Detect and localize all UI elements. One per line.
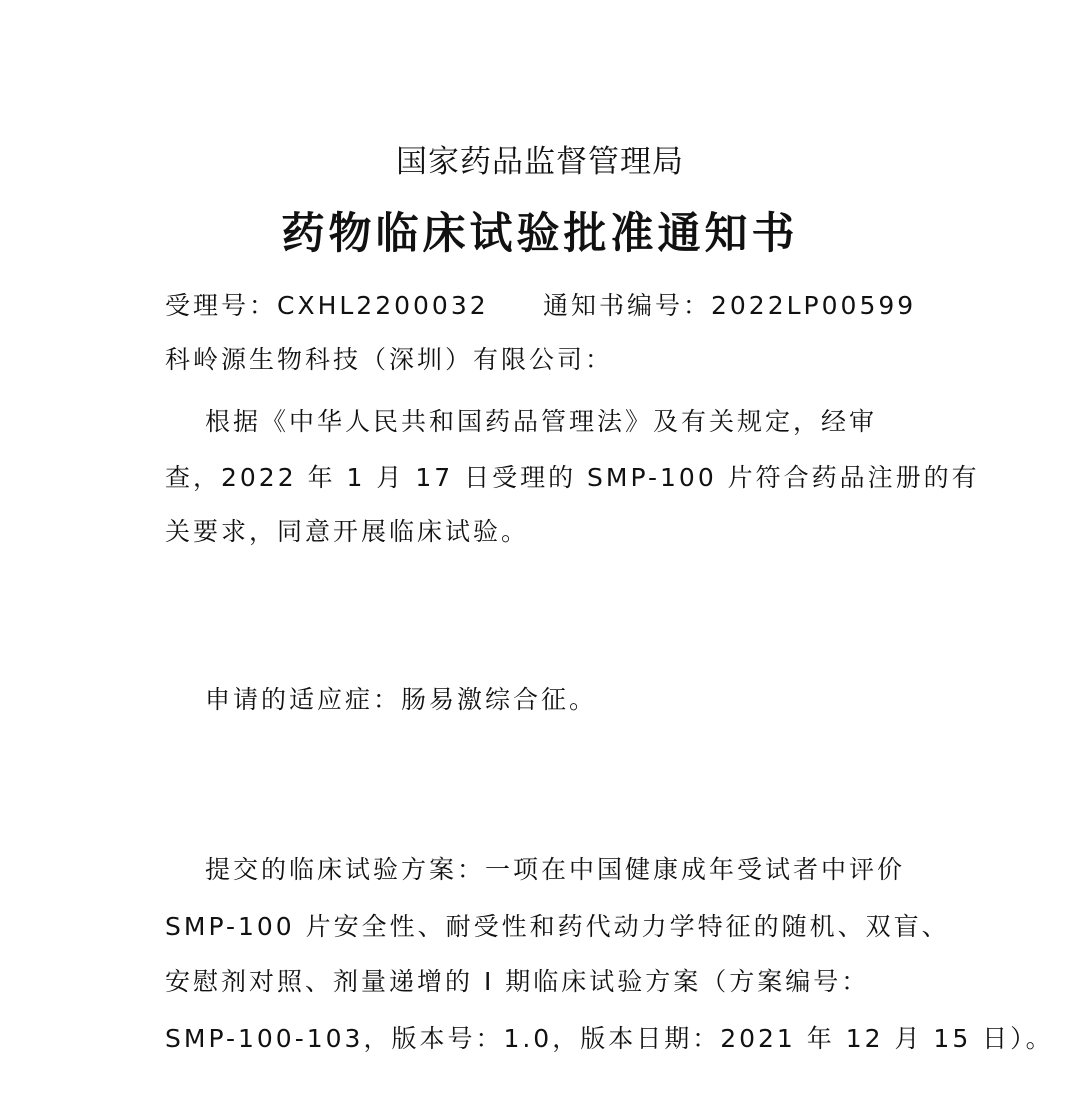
document-title: 药物临床试验批准通知书 xyxy=(281,209,799,259)
protocol-line-1: 提交的临床试验方案：一项在中国健康成年受试者中评价 xyxy=(205,855,906,884)
protocol-line-4: SMP-100-103，版本号：1.0，版本日期：2021 年 12 月 15 日）。 xyxy=(165,1024,1054,1053)
paragraph-1-line-3: 关要求，同意开展临床试验。 xyxy=(165,517,530,546)
acceptance-number: 受理号：CXHL2200032 xyxy=(165,291,489,320)
protocol-line-3: 安慰剂对照、剂量递增的 I 期临床试验方案（方案编号： xyxy=(165,967,870,996)
indication-line: 申请的适应症：肠易激综合征。 xyxy=(205,685,598,714)
paragraph-1-line-2: 查，2022 年 1 月 17 日受理的 SMP-100 片符合药品注册的有 xyxy=(165,463,980,492)
recipient-company: 科岭源生物科技（深圳）有限公司： xyxy=(165,345,614,374)
notice-number: 通知书编号：2022LP00599 xyxy=(543,291,917,320)
agency-name: 国家药品监督管理局 xyxy=(396,144,684,180)
paragraph-1-line-1: 根据《中华人民共和国药品管理法》及有关规定，经审 xyxy=(205,407,878,436)
protocol-line-2: SMP-100 片安全性、耐受性和药代动力学特征的随机、双盲、 xyxy=(165,912,950,941)
